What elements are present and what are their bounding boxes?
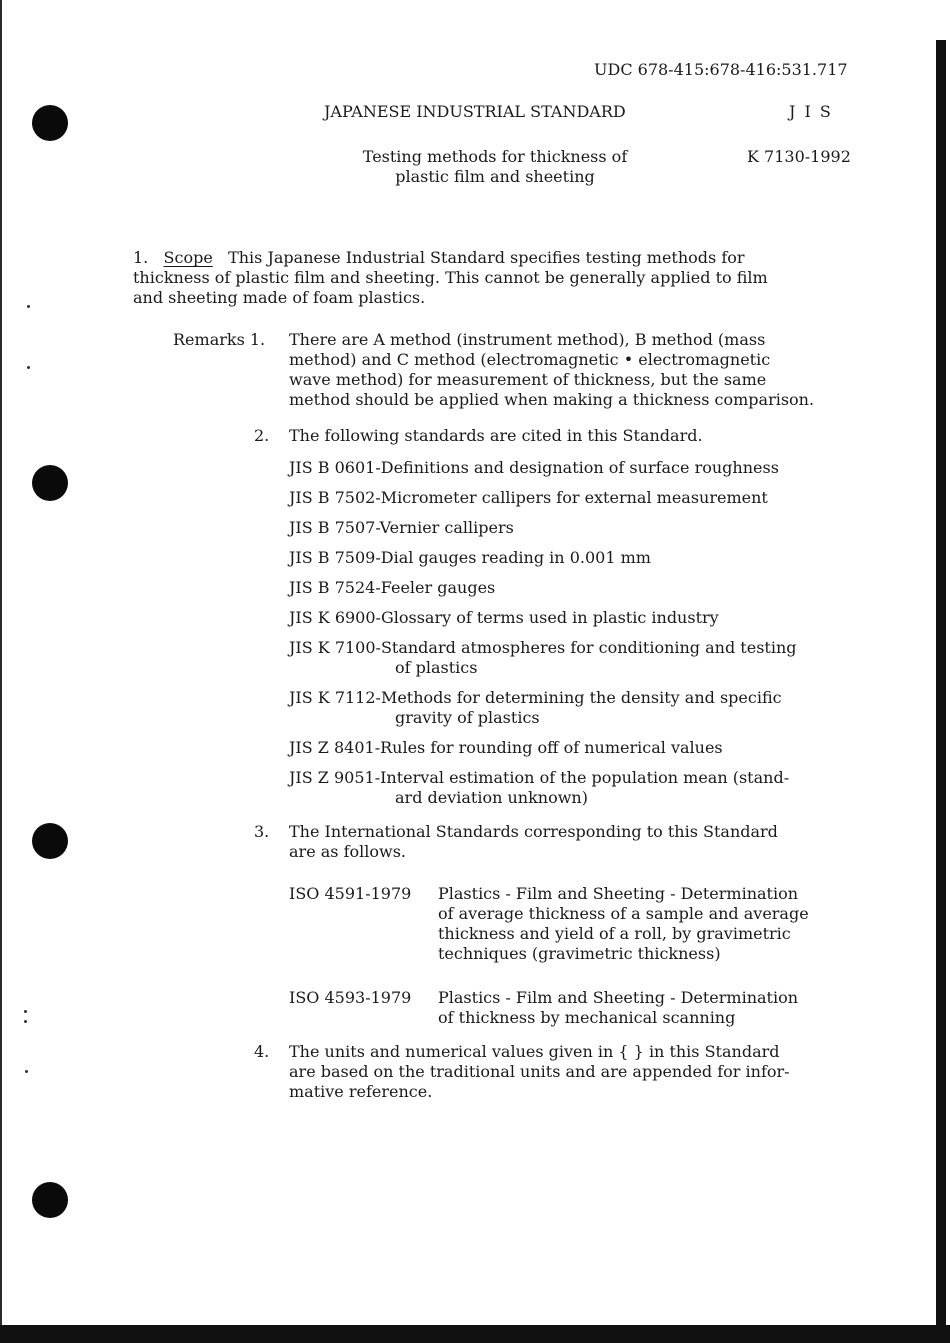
cited-standard: JIS B 7509-Dial gauges reading in 0.001 mm [289, 548, 651, 567]
punch-hole [32, 1182, 68, 1218]
scan-edge-bottom [0, 1325, 950, 1343]
remark-1-line: method) and C method (electromagnetic • electromagnetic [289, 350, 771, 369]
cited-standard: JIS B 7507-Vernier callipers [289, 518, 514, 537]
jis-mark: J I S [789, 102, 833, 121]
title-line-1: Testing methods for thickness of [362, 147, 628, 166]
remark-1-line: method should be applied when making a thickness comparison. [289, 390, 815, 409]
iso-title-line: Plastics - Film and Sheeting - Determination [438, 988, 799, 1007]
iso-title-line: of average thickness of a sample and average [438, 904, 809, 923]
remark-4-line: mative reference. [289, 1082, 433, 1101]
speck [27, 305, 30, 308]
iso-title-line: techniques (gravimetric thickness) [438, 944, 721, 963]
standard-name: JAPANESE INDUSTRIAL STANDARD [324, 102, 626, 121]
punch-hole [32, 105, 68, 141]
scope-number: 1. [133, 248, 149, 267]
cited-standard: JIS K 7112-Methods for determining the density and specific [289, 688, 782, 707]
speck [25, 1070, 28, 1073]
speck [24, 1020, 27, 1023]
scope-line-3: and sheeting made of foam plastics. [133, 288, 426, 307]
speck [27, 366, 30, 369]
remark-4-number: 4. [254, 1042, 270, 1061]
remark-2-text: The following standards are cited in this Standard. [289, 426, 703, 445]
standard-code: K 7130-1992 [747, 147, 851, 166]
punch-hole [32, 465, 68, 501]
scan-edge-right [936, 40, 946, 1330]
scope-line-2: thickness of plastic film and sheeting. This cannot be generally applied to film [133, 268, 768, 287]
iso-code: ISO 4591-1979 [289, 884, 412, 903]
cited-standard-cont: ard deviation unknown) [395, 788, 588, 807]
remark-1-line: wave method) for measurement of thickness, but the same [289, 370, 767, 389]
cited-standard: JIS Z 8401-Rules for rounding off of numerical values [289, 738, 723, 757]
punch-hole [32, 823, 68, 859]
title-line-2: plastic film and sheeting [395, 167, 595, 186]
remarks-label: Remarks 1. [173, 330, 266, 349]
iso-code: ISO 4593-1979 [289, 988, 412, 1007]
iso-title-line: of thickness by mechanical scanning [438, 1008, 736, 1027]
cited-standard: JIS B 0601-Definitions and designation of surface roughness [289, 458, 779, 477]
scope-line-1 [133, 248, 745, 268]
speck [24, 1010, 27, 1013]
remark-4-line: The units and numerical values given in { } in this Standard [289, 1042, 780, 1061]
cited-standard: JIS K 7100-Standard atmospheres for conditioning and testing [289, 638, 797, 657]
cited-standard-cont: of plastics [395, 658, 478, 677]
remark-1-line: There are A method (instrument method), B method (mass [289, 330, 766, 349]
scope-text: This Japanese Industrial Standard specifies testing methods for [228, 248, 745, 267]
remark-4-line: are based on the traditional units and are appended for infor- [289, 1062, 790, 1081]
scope-heading: Scope [163, 248, 213, 267]
scan-edge-left [0, 0, 2, 1343]
cited-standard: JIS B 7502-Micrometer callipers for external measurement [289, 488, 768, 507]
remark-3-number: 3. [254, 822, 270, 841]
remark-2-number: 2. [254, 426, 270, 445]
iso-title-line: Plastics - Film and Sheeting - Determination [438, 884, 799, 903]
cited-standard: JIS B 7524-Feeler gauges [289, 578, 496, 597]
cited-standard-cont: gravity of plastics [395, 708, 540, 727]
remark-3-line: are as follows. [289, 842, 406, 861]
iso-title-line: thickness and yield of a roll, by gravimetric [438, 924, 791, 943]
remark-3-line: The International Standards corresponding to this Standard [289, 822, 778, 841]
cited-standard: JIS K 6900-Glossary of terms used in plastic industry [289, 608, 719, 627]
cited-standard: JIS Z 9051-Interval estimation of the population mean (stand- [289, 768, 790, 787]
udc-code: UDC 678-415:678-416:531.717 [594, 60, 848, 79]
